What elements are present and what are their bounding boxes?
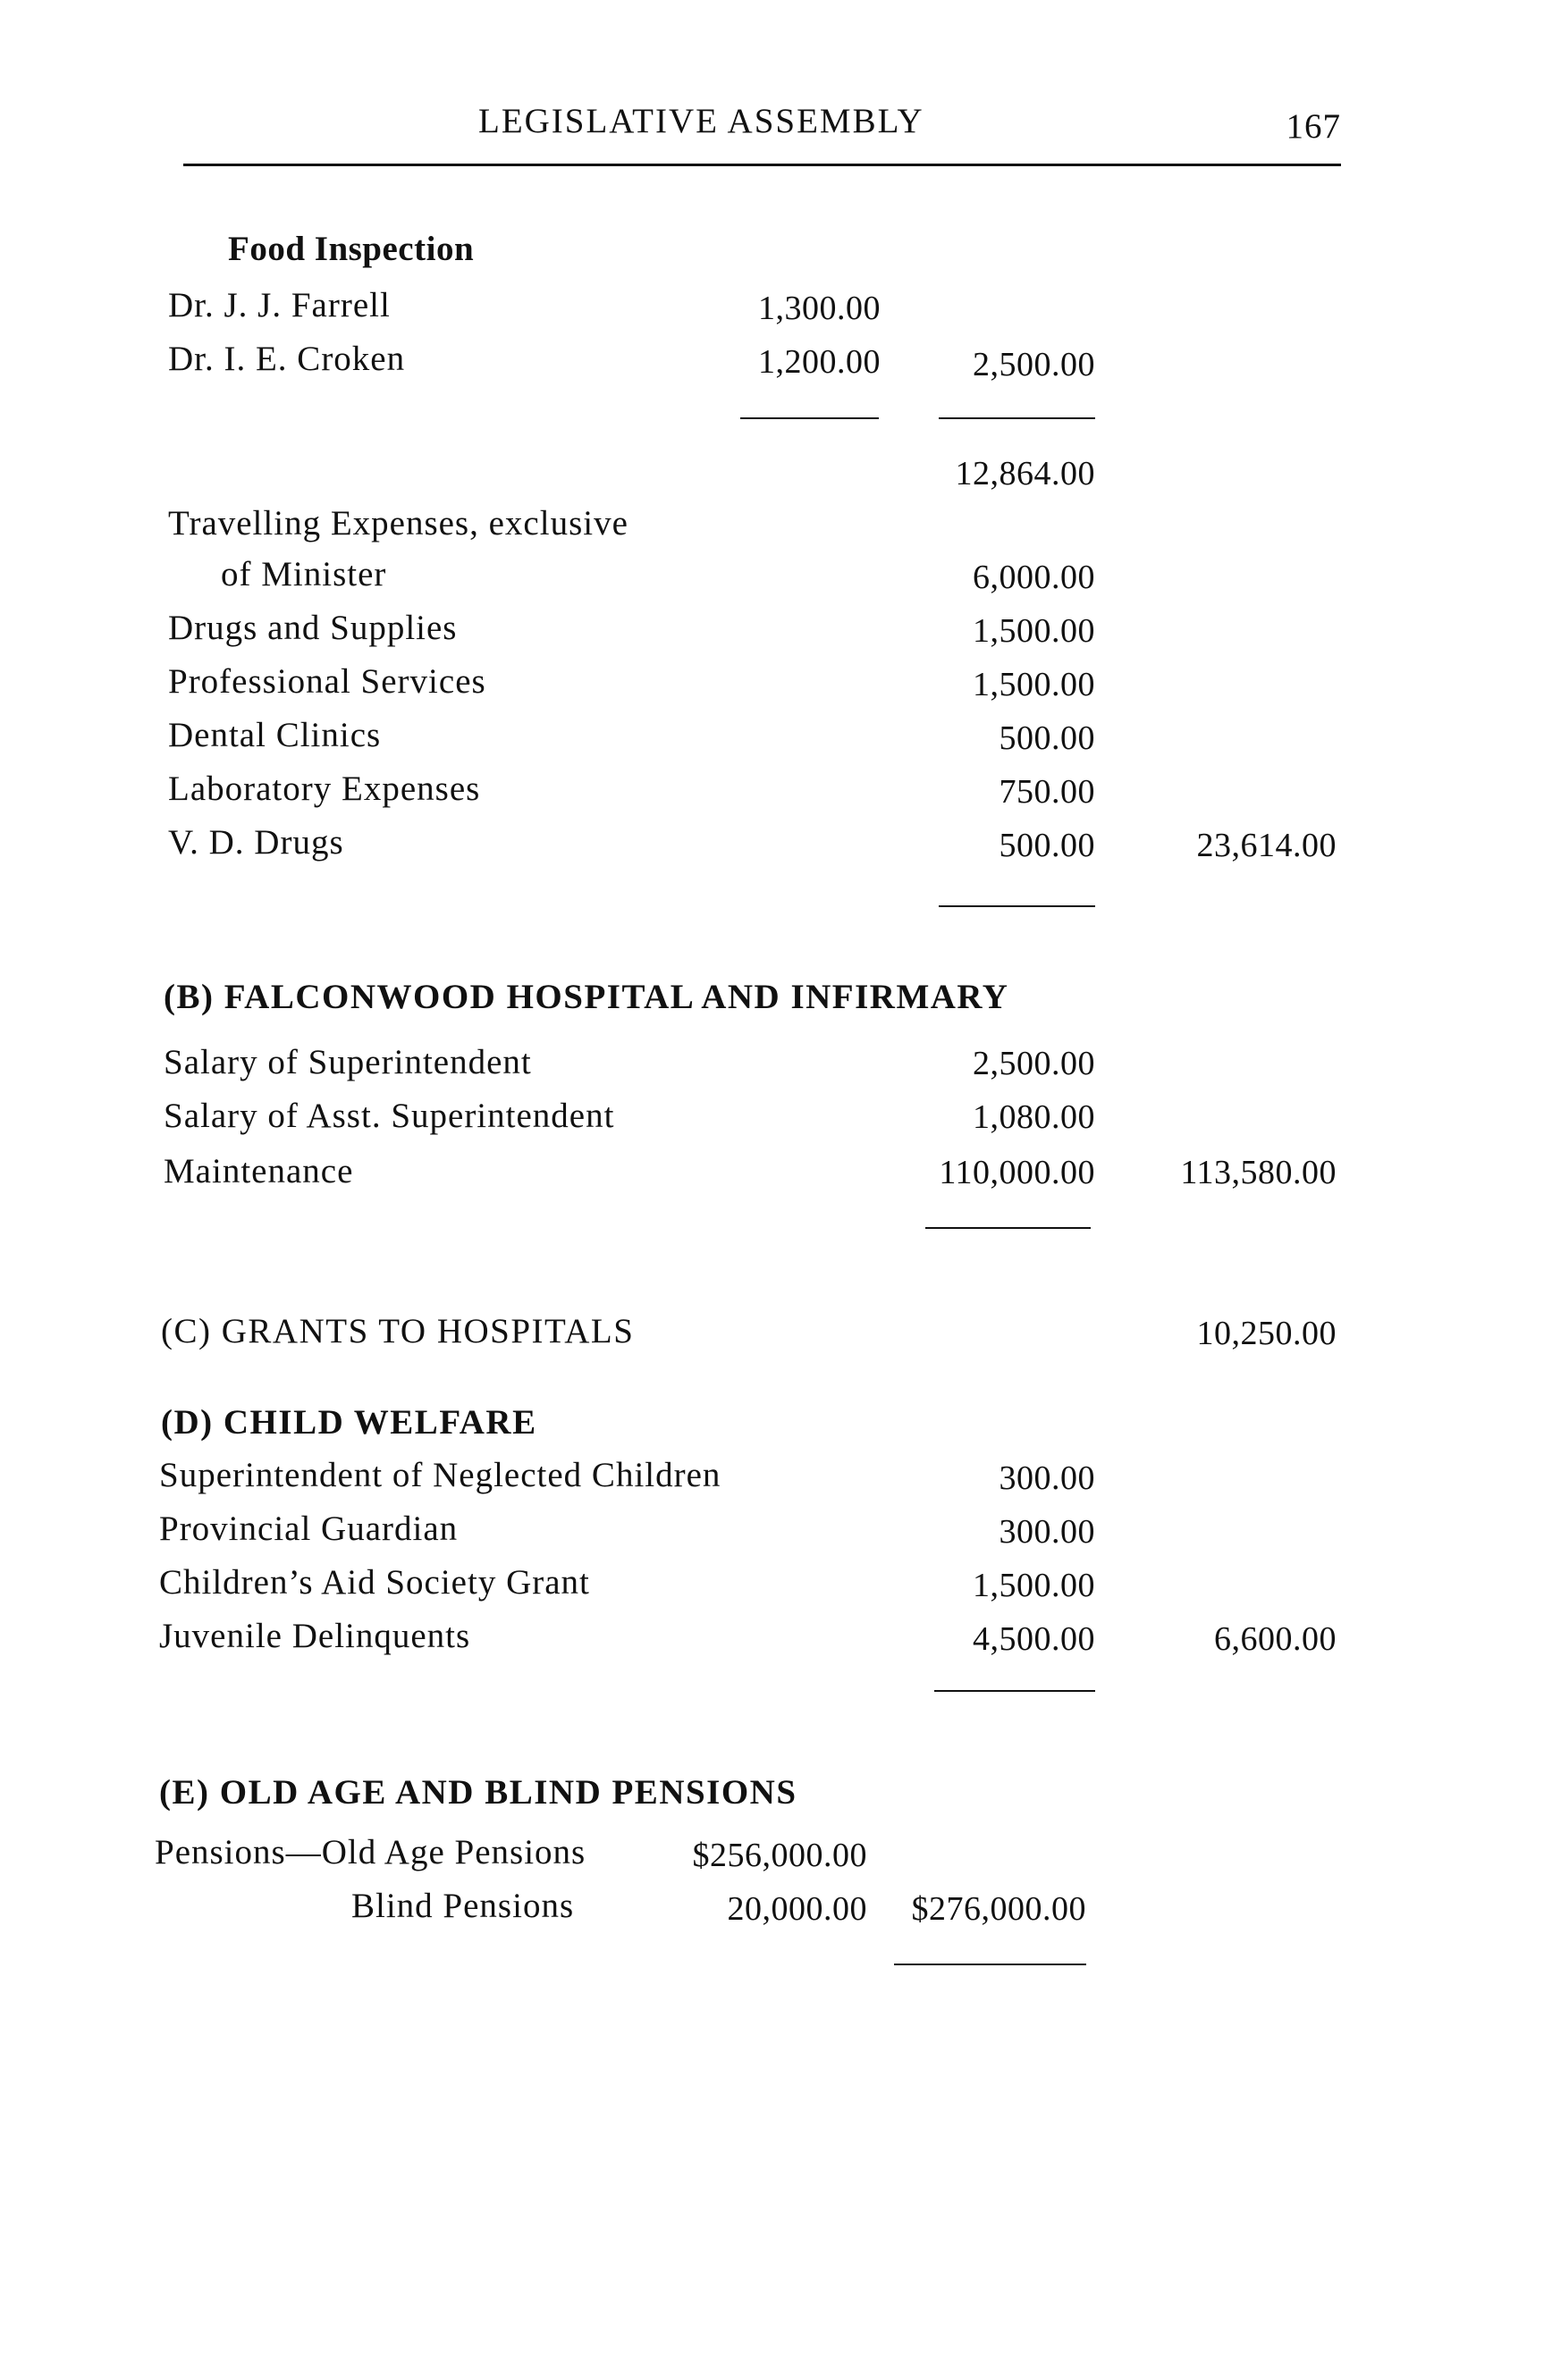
section-c-total: 10,250.00 [1196,1315,1337,1352]
section-b-row-amount: 2,500.00 [973,1045,1095,1082]
section-b-heading: (B) FALCONWOOD HOSPITAL AND INFIRMARY [164,978,1009,1016]
expense-row-amount: 500.00 [999,719,1095,757]
expenses-total: 23,614.00 [1196,827,1337,864]
old-age-pensions-amount: $256,000.00 [692,1837,867,1874]
blind-pensions-label: Blind Pensions [351,1887,575,1925]
section-b-row-label: Salary of Superintendent [164,1043,532,1081]
expense-row-label: Drugs and Supplies [168,609,458,647]
expense-row-label: Professional Services [168,662,486,701]
blind-pensions-amount: 20,000.00 [727,1890,867,1928]
expense-row-amount: 1,500.00 [973,666,1095,703]
food-subtotal: 2,500.00 [973,346,1095,383]
expense-row-label: V. D. Drugs [168,823,344,862]
section-d-row-label: Children’s Aid Society Grant [159,1563,590,1602]
food-row-amount: 1,200.00 [758,343,881,381]
page-number: 167 [1286,107,1341,146]
expense-row-amount: 6,000.00 [973,559,1095,596]
expense-row-amount: 500.00 [999,827,1095,864]
food-subtotal-rule [939,417,1095,419]
section-c-heading: (C) GRANTS TO HOSPITALS [161,1312,635,1350]
section-d-rule [934,1690,1095,1692]
section-d-row-label: Provincial Guardian [159,1510,459,1548]
food-amount-rule [740,417,879,419]
food-row-amount: 1,300.00 [758,290,881,327]
pensions-total: $276,000.00 [911,1890,1086,1928]
section-e-heading: (E) OLD AGE AND BLIND PENSIONS [159,1773,797,1812]
section-d-row-label: Superintendent of Neglected Children [159,1456,721,1494]
old-age-pensions-label: Pensions—Old Age Pensions [155,1833,586,1871]
food-inspection-heading: Food Inspection [228,230,475,268]
section-b-rule [925,1227,1091,1229]
section-b-row-label: Salary of Asst. Superintendent [164,1097,615,1135]
food-row-label: Dr. J. J. Farrell [168,286,391,324]
section-d-row-amount: 300.00 [999,1513,1095,1551]
expense-row-amount: 750.00 [999,773,1095,811]
running-total: 12,864.00 [955,455,1095,492]
food-row-label: Dr. I. E. Croken [168,340,406,378]
expense-row-label: of Minister [221,555,387,593]
section-d-total: 6,600.00 [1214,1620,1337,1658]
section-b-row-amount: 110,000.00 [939,1154,1095,1191]
section-d-row-amount: 4,500.00 [973,1620,1095,1658]
section-d-row-amount: 300.00 [999,1459,1095,1497]
section-b-total: 113,580.00 [1180,1154,1337,1191]
section-b-row-amount: 1,080.00 [973,1098,1095,1136]
section-d-row-amount: 1,500.00 [973,1567,1095,1604]
running-header-title: LEGISLATIVE ASSEMBLY [478,102,924,140]
section-d-row-label: Juvenile Delinquents [159,1617,471,1655]
expense-row-label: Dental Clinics [168,716,382,754]
expense-row-amount: 1,500.00 [973,612,1095,650]
expenses-rule [939,905,1095,907]
section-b-row-label: Maintenance [164,1152,354,1190]
travelling-expenses-label: Travelling Expenses, exclusive [168,504,628,542]
header-rule [183,164,1341,166]
section-e-rule [894,1964,1086,1965]
expense-row-label: Laboratory Expenses [168,770,481,808]
section-d-heading: (D) CHILD WELFARE [161,1403,537,1442]
